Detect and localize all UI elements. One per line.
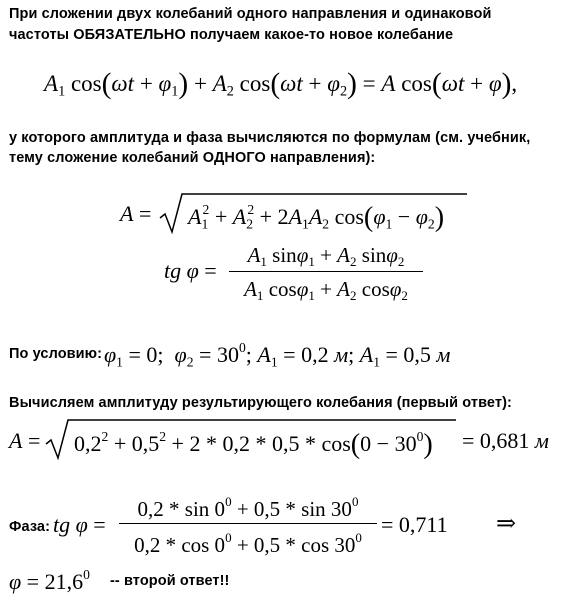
oscillation-sum-equation: $A_1$ $\cos(\omega t + \varphi_1) + A_2$ $\cos(\omega t + \varphi_2) = A$ cos(ωt + φ),	[44, 68, 518, 100]
formulas-text-line-2: тему сложение колебаний ОДНОГО направления):	[9, 150, 376, 166]
amplitude-formula-radicand: $A_1^2 + A_2^2 + 2A_1A_2$ $\cos(\varphi_1 - \varphi_2)$	[188, 201, 445, 233]
amplitude-result-value: 0,681	[479, 428, 530, 453]
phase-formula-fraction: $A_1$ $\sin\varphi_1 + A_2$ sinφ$_2$ $A_1$ $\cos\varphi_1 + A_2$ cosφ$_2$	[229, 240, 423, 306]
intro-text-line-2: частоты ОБЯЗАТЕЛЬНО получаем какое-то новое колебание	[9, 27, 454, 43]
formulas-text-line-1: у которого амплитуда и фаза вычисляются по формулам (см. учебник,	[9, 130, 531, 146]
phase-calc-lhs: tg φ =	[53, 512, 106, 537]
amplitude-result: = 0,681 м	[462, 428, 549, 453]
a2-value: 0,5	[403, 342, 431, 368]
implies-arrow: ⇒	[496, 511, 517, 537]
a1-value: 0,2	[301, 342, 329, 368]
phase-calc-fraction: $0,2 * \sin 0^0 + 0,5 * \sin 30^0$ $0,2 * \cos 0^0 + 0,5 * \cos 30^0$	[119, 490, 377, 560]
amplitude-label: Вычисляем амплитуду результирующего колебания (первый ответ):	[9, 395, 512, 411]
unit-a1: м	[334, 342, 349, 368]
intro-text-line-1: При сложении двух колебаний одного направления и одинаковой	[9, 6, 492, 22]
amplitude-calc-lhs: A =	[9, 428, 41, 453]
condition-label: По условию:	[9, 346, 103, 362]
phase-result: $\varphi = 21,6^0$	[9, 567, 90, 595]
unit-a2: м	[436, 342, 451, 368]
phase-formula-lhs: tg φ =	[164, 258, 217, 283]
tg-result: = 0,711	[381, 512, 448, 537]
phi1-value: 0	[146, 342, 158, 368]
condition-values: $\varphi_1 = 0$; $\varphi_2 = 30^0$; $A_1 = 0,2$ м; $A_1 = 0,5$ м	[104, 340, 451, 370]
amplitude-formula-lhs: A =	[120, 201, 152, 226]
amplitude-calc-radicand: $0,2^2 + 0,5^2 + 2 * 0,2 * 0,5 * \cos(0 - 30^0)$	[74, 428, 433, 460]
amplitude-result-unit: м	[534, 428, 549, 453]
tg-result-value: 0,711	[398, 512, 448, 537]
second-answer-label: -- второй ответ!!	[110, 573, 230, 589]
phi2-value: 30	[216, 342, 239, 368]
phase-result-value: 21,6	[44, 569, 84, 595]
phase-label: Фаза:	[9, 519, 51, 535]
